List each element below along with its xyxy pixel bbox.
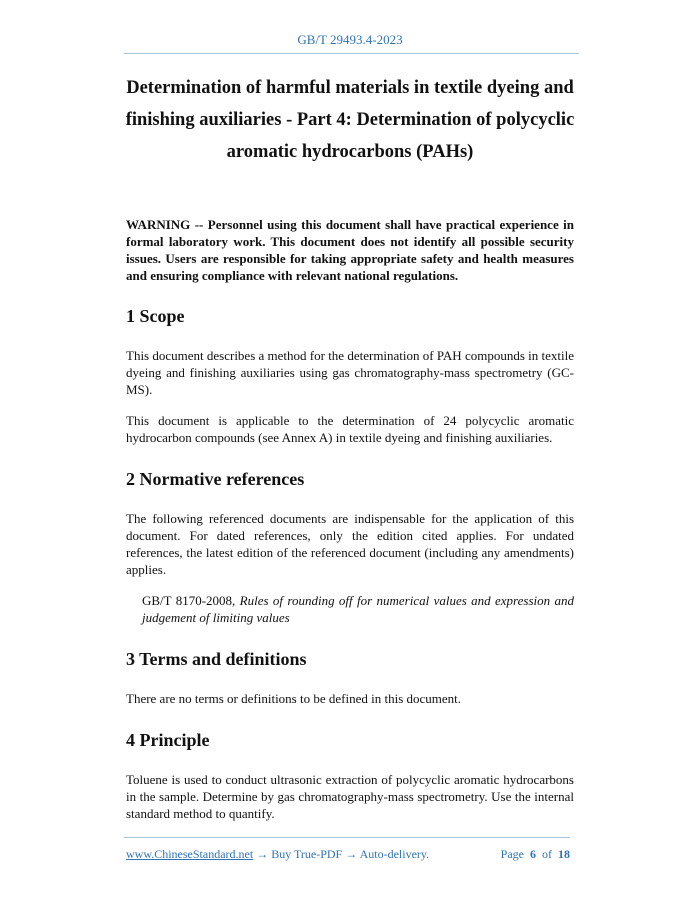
footer-divider xyxy=(124,837,570,838)
title-line-1: Determination of harmful materials in textile dyeing and xyxy=(126,78,574,98)
normative-paragraph: The following referenced documents are indispensable for the application of this document. For dated references, only the edition cited applies. For undated references, the latest edition of the referenced document (including any amendments) applies. xyxy=(126,511,574,577)
page-number xyxy=(501,847,570,862)
page-footer xyxy=(126,847,570,862)
arrow-right-icon: → xyxy=(342,847,360,861)
section-heading-scope: 1 Scope xyxy=(126,306,185,326)
scope-paragraph-1: This document describes a method for the determination of PAH compounds in textile dyeing and finishing auxiliaries using gas chromatography-mass spectrometry (GC-MS). xyxy=(126,348,574,397)
buy-pdf-text: Buy True-PDF xyxy=(271,847,343,861)
page-label: Page xyxy=(500,847,524,861)
website-link[interactable]: www.ChineseStandard.net xyxy=(126,847,254,861)
auto-delivery-text: Auto-delivery. xyxy=(359,847,430,861)
page-current: 6 xyxy=(530,847,536,861)
principle-paragraph: Toluene is used to conduct ultrasonic extraction of polycyclic aromatic hydrocarbons in the sample. Determine by gas chromatography-mass spectrometry. Use the internal standard method to quantify. xyxy=(126,772,574,821)
document-title xyxy=(110,72,590,168)
page-total: 18 xyxy=(558,847,570,861)
section-heading-principle: 4 Principle xyxy=(126,730,210,750)
terms-paragraph: There are no terms or definitions to be defined in this document. xyxy=(126,691,462,706)
reference-title: Rules of rounding off for numerical values and expression and judgement of limiting values xyxy=(142,593,574,625)
scope-paragraph-2: This document is applicable to the determination of 24 polycyclic aromatic hydrocarbon compounds (see Annex A) in textile dyeing and finishing auxiliaries. xyxy=(126,413,574,445)
title-line-2: finishing auxiliaries - Part 4: Determination of polycyclic xyxy=(125,110,575,130)
page-of-label: of xyxy=(542,847,552,861)
title-line-3: aromatic hydrocarbons (PAHs) xyxy=(226,142,474,162)
normative-reference-item xyxy=(142,592,574,626)
footer-promo xyxy=(126,847,429,861)
section-heading-normative-references: 2 Normative references xyxy=(126,469,305,489)
warning-paragraph: WARNING -- Personnel using this document shall have practical experience in formal laboratory work. This document does not identify all possible security issues. Users are responsible for taking appropriate safety and health measures and ensuring compliance with relevant national regulations. xyxy=(126,217,574,283)
arrow-right-icon: → xyxy=(253,847,272,861)
running-header: GB/T 29493.4-2023 xyxy=(297,32,403,47)
header-divider xyxy=(124,53,579,54)
document-body xyxy=(126,216,574,836)
reference-code: GB/T 8170-2008, xyxy=(142,593,240,608)
section-heading-terms: 3 Terms and definitions xyxy=(126,649,307,669)
